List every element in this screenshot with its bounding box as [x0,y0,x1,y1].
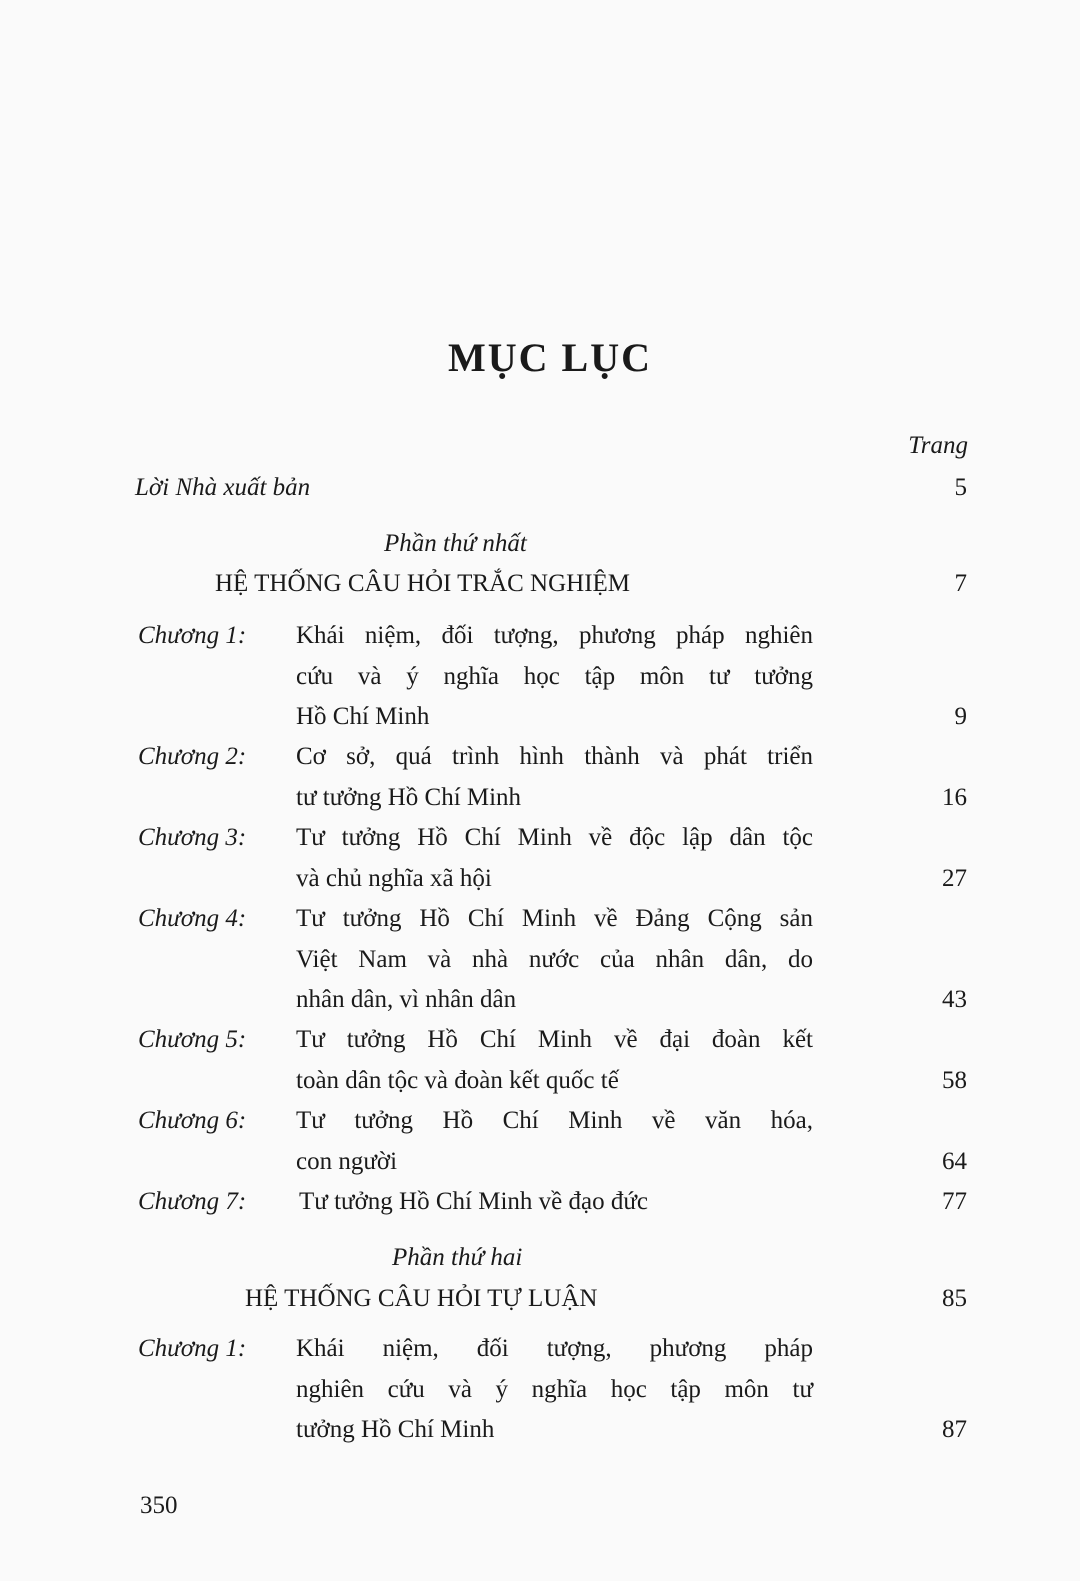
title-line: Khái niệm, đối tượng, phương pháp nghiên [296,622,813,649]
part1-page: 7 [954,570,967,597]
part1-chapter-7-label: Chương 7: [138,1188,247,1215]
part1-chapter-5-title [296,1020,813,1101]
part2-title: HỆ THỐNG CÂU HỎI TỰ LUẬN [245,1285,598,1312]
part1-chapter-5-page: 58 [942,1067,967,1094]
part1-chapter-3-label: Chương 3: [138,824,247,851]
part1-chapter-2-page: 16 [942,784,967,811]
title-line: con người [296,1147,398,1175]
title-line: cứu và ý nghĩa học tập môn tư tưởng [296,662,813,690]
part1-chapter-2-label: Chương 2: [138,743,247,770]
part1-chapter-7-page: 77 [942,1188,967,1215]
part2-chapter-1-title [296,1329,813,1451]
part2-label: Phần thứ hai [392,1244,523,1271]
part1-chapter-6-label: Chương 6: [138,1107,247,1134]
part2-chapter-1-page: 87 [942,1416,967,1443]
title-line: nghiên cứu và ý nghĩa học tập môn tư [296,1375,813,1403]
part2-chapter-1-label: Chương 1: [138,1335,247,1362]
title-line: và chủ nghĩa xã hội [296,864,492,892]
title-line: Việt Nam và nhà nước của nhân dân, do [296,945,813,973]
title-line: Tư tưởng Hồ Chí Minh về văn hóa, [296,1107,813,1134]
part1-chapter-2-title [296,737,813,818]
part1-chapter-5-label: Chương 5: [138,1026,247,1053]
toc-entry-intro-label: Lời Nhà xuất bản [135,474,311,501]
page-column-label: Trang [908,432,968,459]
part1-chapter-4-title [296,899,813,1021]
page-title: MỤC LỤC [448,335,652,380]
part2-page: 85 [942,1285,967,1312]
part1-chapter-4-page: 43 [942,986,967,1013]
part1-chapter-3-title [296,818,813,899]
title-line: tưởng Hồ Chí Minh [296,1416,495,1443]
part1-chapter-1-title [296,616,813,738]
footer-page-number: 350 [140,1492,178,1519]
part1-label: Phần thứ nhất [384,530,527,557]
title-line: Tư tưởng Hồ Chí Minh về đại đoàn kết [296,1026,813,1053]
title-line: tư tưởng Hồ Chí Minh [296,783,522,811]
part1-chapter-6-page: 64 [942,1148,967,1175]
title-line: Tư tưởng Hồ Chí Minh về đạo đức [299,1188,648,1215]
part1-chapter-4-label: Chương 4: [138,905,247,932]
title-line: Tư tưởng Hồ Chí Minh về Đảng Cộng sản [296,905,813,932]
part1-chapter-7-title [299,1182,816,1223]
part1-title: HỆ THỐNG CÂU HỎI TRẮC NGHIỆM [215,570,631,597]
title-line: Hồ Chí Minh [296,703,430,730]
part1-chapter-6-title [296,1101,813,1182]
title-line: Khái niệm, đối tượng, phương pháp [296,1335,813,1362]
toc-entry-intro-page: 5 [954,474,967,501]
part1-chapter-3-page: 27 [942,865,967,892]
title-line: nhân dân, vì nhân dân [296,986,517,1013]
title-line: Cơ sở, quá trình hình thành và phát triển [296,743,813,770]
part1-chapter-1-label: Chương 1: [138,622,247,649]
title-line: toàn dân tộc và đoàn kết quốc tế [296,1066,619,1094]
part1-chapter-1-page: 9 [954,703,967,730]
title-line: Tư tưởng Hồ Chí Minh về độc lập dân tộc [296,824,813,851]
